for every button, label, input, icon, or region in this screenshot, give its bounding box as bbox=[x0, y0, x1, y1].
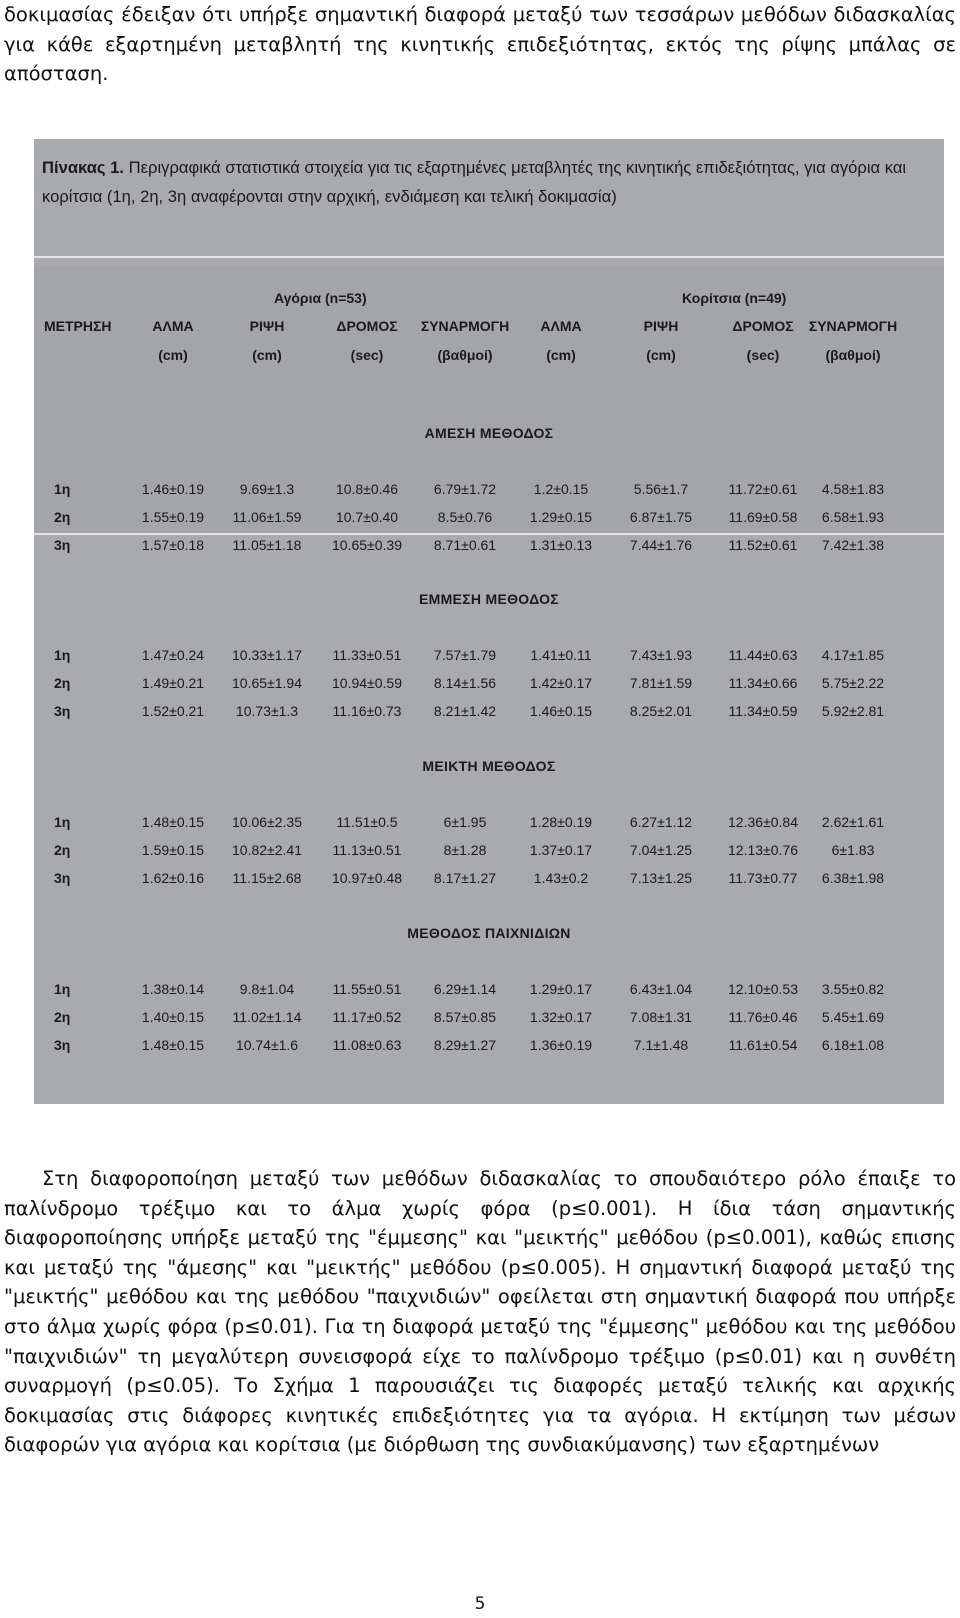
column-unit: (βαθμοί) bbox=[825, 347, 881, 363]
table-cell: 7.08±1.31 bbox=[629, 1009, 693, 1025]
table-cell: 10.74±1.6 bbox=[235, 1037, 299, 1053]
page-number: 5 bbox=[474, 1594, 486, 1614]
table-cell: 1.55±0.19 bbox=[141, 509, 205, 525]
table-cell: 1.46±0.19 bbox=[141, 481, 205, 497]
table-cell: 11.17±0.52 bbox=[332, 1009, 402, 1025]
table-cell: 1.29±0.15 bbox=[529, 509, 593, 525]
table-cell: 12.13±0.76 bbox=[728, 842, 798, 858]
table-cell: 2.62±1.61 bbox=[821, 814, 885, 830]
table-cell: 11.13±0.51 bbox=[332, 842, 402, 858]
table-cell: 1.62±0.16 bbox=[141, 870, 205, 886]
table-cell: 11.76±0.46 bbox=[728, 1009, 798, 1025]
table-cell: 6.79±1.72 bbox=[433, 481, 497, 497]
row-label: 1η bbox=[54, 647, 71, 663]
row-label: 3η bbox=[54, 537, 71, 553]
table-cell: 11.61±0.54 bbox=[728, 1037, 798, 1053]
table-cell: 7.42±1.38 bbox=[821, 537, 885, 553]
table-cell: 11.55±0.51 bbox=[332, 981, 402, 997]
column-header: ΡΙΨΗ bbox=[249, 318, 285, 334]
table-cell: 8.17±1.27 bbox=[433, 870, 497, 886]
row-label: 2η bbox=[54, 842, 71, 858]
table-cell: 4.58±1.83 bbox=[821, 481, 885, 497]
row-label: 2η bbox=[54, 509, 71, 525]
table-cell: 6.43±1.04 bbox=[629, 981, 693, 997]
table-cell: 10.94±0.59 bbox=[332, 675, 402, 691]
table-cell: 1.36±0.19 bbox=[529, 1037, 593, 1053]
table-cell: 11.69±0.58 bbox=[728, 509, 798, 525]
table-caption-label: Πίνακας 1. bbox=[42, 158, 125, 177]
table-cell: 1.28±0.19 bbox=[529, 814, 593, 830]
table-cell: 1.49±0.21 bbox=[141, 675, 205, 691]
table-caption-text: Περιγραφικά στατιστικά στοιχεία για τις εξαρτημένες μεταβλητές της κινητικής επιδεξιότητας, για αγόρια και κορίτσια (1η, 2η, 3η αναφέρονται στην αρχική, ενδιάμεση και τελική δοκιμασία) bbox=[42, 158, 907, 206]
row-label: 1η bbox=[54, 814, 71, 830]
column-header: ΑΛΜΑ bbox=[540, 318, 582, 334]
table-cell: 11.33±0.51 bbox=[332, 647, 402, 663]
table-cell: 8.71±0.61 bbox=[433, 537, 497, 553]
table-cell: 1.41±0.11 bbox=[530, 647, 592, 663]
table-cell: 5.92±2.81 bbox=[821, 703, 885, 719]
group-boys-label: Αγόρια (n=53) bbox=[274, 290, 367, 306]
column-unit: (βαθμοί) bbox=[437, 347, 493, 363]
row-label: 3η bbox=[54, 870, 71, 886]
table-cell: 10.73±1.3 bbox=[235, 703, 299, 719]
column-header: ΔΡΟΜΟΣ bbox=[336, 318, 398, 334]
row-label: 1η bbox=[54, 981, 71, 997]
section-title: ΜΕΘΟΔΟΣ ΠΑΙΧΝΙΔΙΩΝ bbox=[407, 925, 571, 941]
table-cell: 1.38±0.14 bbox=[141, 981, 205, 997]
caption-divider bbox=[34, 256, 944, 258]
table-cell: 9.8±1.04 bbox=[239, 981, 295, 997]
table-cell: 10.97±0.48 bbox=[332, 870, 402, 886]
table-cell: 11.51±0.5 bbox=[336, 814, 398, 830]
column-unit: (sec) bbox=[746, 347, 780, 363]
table-cell: 1.59±0.15 bbox=[141, 842, 205, 858]
table-cell: 1.57±0.18 bbox=[141, 537, 205, 553]
column-header: ΣΥΝΑΡΜΟΓΗ bbox=[808, 318, 898, 334]
table-cell: 8.14±1.56 bbox=[433, 675, 497, 691]
table-cell: 7.81±1.59 bbox=[629, 675, 693, 691]
col-measure-header: ΜΕΤΡΗΣΗ bbox=[44, 318, 112, 334]
table-cell: 7.44±1.76 bbox=[629, 537, 693, 553]
table-cell: 11.72±0.61 bbox=[728, 481, 798, 497]
table-cell: 1.37±0.17 bbox=[529, 842, 593, 858]
column-header: ΔΡΟΜΟΣ bbox=[732, 318, 794, 334]
table-cell: 6±1.83 bbox=[831, 842, 875, 858]
row-label: 2η bbox=[54, 1009, 71, 1025]
table-cell: 11.16±0.73 bbox=[332, 703, 402, 719]
table-cell: 1.43±0.2 bbox=[533, 870, 589, 886]
table-cell: 1.47±0.24 bbox=[141, 647, 205, 663]
table-cell: 1.48±0.15 bbox=[141, 814, 205, 830]
column-unit: (cm) bbox=[546, 347, 576, 363]
table-cell: 12.10±0.53 bbox=[728, 981, 798, 997]
table-cell: 7.13±1.25 bbox=[629, 870, 693, 886]
column-unit: (sec) bbox=[350, 347, 384, 363]
table-cell: 4.17±1.85 bbox=[821, 647, 885, 663]
table-cell: 8.5±0.76 bbox=[437, 509, 493, 525]
table-cell: 11.73±0.77 bbox=[728, 870, 798, 886]
table-cell: 11.34±0.66 bbox=[728, 675, 798, 691]
column-unit: (cm) bbox=[646, 347, 676, 363]
table-cell: 1.46±0.15 bbox=[529, 703, 593, 719]
table-cell: 1.29±0.17 bbox=[529, 981, 593, 997]
table-cell: 3.55±0.82 bbox=[821, 981, 885, 997]
table-cell: 6.18±1.08 bbox=[821, 1037, 885, 1053]
table-cell: 6.27±1.12 bbox=[629, 814, 693, 830]
table-cell: 6.38±1.98 bbox=[821, 870, 885, 886]
table-cell: 8.25±2.01 bbox=[629, 703, 693, 719]
row-label: 1η bbox=[54, 481, 71, 497]
table-cell: 10.06±2.35 bbox=[232, 814, 302, 830]
table-cell: 10.8±0.46 bbox=[335, 481, 399, 497]
intro-paragraph: δοκιμασίας έδειξαν ότι υπήρξε σημαντική διαφορά μεταξύ των τεσσάρων μεθόδων διδασκαλίας για κάθε εξαρτημένη μεταβλητή της κινητικής επιδεξιότητας, εκτός της ρίψης μπάλας σε απόσταση. bbox=[4, 3, 956, 86]
table-cell: 11.02±1.14 bbox=[232, 1009, 302, 1025]
body-paragraph bbox=[4, 1164, 956, 1460]
table-cell: 1.52±0.21 bbox=[141, 703, 205, 719]
section-title: ΜΕΙΚΤΗ ΜΕΘΟΔΟΣ bbox=[422, 758, 556, 774]
row-label: 3η bbox=[54, 703, 71, 719]
table-cell: 10.33±1.17 bbox=[232, 647, 302, 663]
table-cell: 7.57±1.79 bbox=[433, 647, 497, 663]
table-cell: 6.87±1.75 bbox=[629, 509, 693, 525]
table-cell: 8±1.28 bbox=[443, 842, 487, 858]
column-unit: (cm) bbox=[252, 347, 282, 363]
body-text: Στη διαφοροποίηση μεταξύ των μεθόδων διδασκαλίας το σπουδαιότερο ρόλο έπαιξε το παλίνδρομο τρέξιμο και το άλμα χωρίς φόρα (p≤0.001). Η ίδια τάση σημαντικής διαφοροποίησης υπήρξε μεταξύ της "έμμεσης" και "μεικτής" μεθόδου (p≤0.001), καθώς επισης και μεταξύ της "άμεσης" και "μεικτής" μεθόδου (p≤0.005). Η σημαντική διαφορά μεταξύ της "μεικτής" μεθόδου και της μεθόδου "παιχνιδιών" οφείλεται στη σημαντική διαφορά που υπήρξε στο άλμα χωρίς φόρα (p≤0.01). Για τη διαφορά μεταξύ της "έμμεσης" μεθόδου και της μεθόδου "παιχνιδιών" τη μεγαλύτερη συνεισφορά είχε το παλίνδρομο τρέξιμο (p≤0.01) και η συνθέτη συναρμογή (p≤0.05). Το Σχήμα 1 παρουσιάζει τις διαφορές μεταξύ τελικής και αρχικής δοκιμασίας στις διάφορες κινητικές επιδεξιότητες για τα αγόρια. Η εκτίμηση των μέσων διαφορών για αγόρια και κορίτσια (με διόρθωση της συνδιακύμανσης) των εξαρτημένων bbox=[4, 1167, 956, 1457]
table-cell: 8.57±0.85 bbox=[433, 1009, 497, 1025]
table-cell: 5.45±1.69 bbox=[821, 1009, 885, 1025]
table-caption bbox=[42, 153, 937, 211]
table-cell: 10.65±0.39 bbox=[332, 537, 402, 553]
table-cell: 12.36±0.84 bbox=[728, 814, 798, 830]
table-cell: 11.44±0.63 bbox=[728, 647, 798, 663]
table-cell: 7.1±1.48 bbox=[633, 1037, 689, 1053]
section-title: ΕΜΜΕΣΗ ΜΕΘΟΔΟΣ bbox=[419, 591, 559, 607]
table-cell: 1.32±0.17 bbox=[529, 1009, 593, 1025]
table-cell: 11.15±2.68 bbox=[232, 870, 302, 886]
table-cell: 5.56±1.7 bbox=[633, 481, 689, 497]
table-cell: 11.05±1.18 bbox=[232, 537, 302, 553]
header-divider bbox=[34, 533, 944, 535]
table-cell: 1.40±0.15 bbox=[141, 1009, 205, 1025]
section-title: ΑΜΕΣΗ ΜΕΘΟΔΟΣ bbox=[424, 425, 554, 441]
table-cell: 10.82±2.41 bbox=[232, 842, 302, 858]
table-cell: 6.29±1.14 bbox=[433, 981, 497, 997]
column-header: ΡΙΨΗ bbox=[643, 318, 679, 334]
table-cell: 8.21±1.42 bbox=[433, 703, 497, 719]
table-cell: 7.04±1.25 bbox=[629, 842, 693, 858]
table-cell: 1.2±0.15 bbox=[533, 481, 589, 497]
table-cell: 9.69±1.3 bbox=[239, 481, 295, 497]
column-header: ΑΛΜΑ bbox=[152, 318, 194, 334]
table-cell: 6.58±1.93 bbox=[821, 509, 885, 525]
table-cell: 1.48±0.15 bbox=[141, 1037, 205, 1053]
table-cell: 10.65±1.94 bbox=[232, 675, 302, 691]
table-figure bbox=[34, 139, 944, 1104]
table-cell: 6±1.95 bbox=[443, 814, 487, 830]
row-label: 3η bbox=[54, 1037, 71, 1053]
row-label: 2η bbox=[54, 675, 71, 691]
table-cell: 11.06±1.59 bbox=[232, 509, 302, 525]
table-cell: 11.34±0.59 bbox=[728, 703, 798, 719]
table-cell: 8.29±1.27 bbox=[433, 1037, 497, 1053]
table-cell: 7.43±1.93 bbox=[629, 647, 693, 663]
column-unit: (cm) bbox=[158, 347, 188, 363]
table-cell: 1.42±0.17 bbox=[529, 675, 593, 691]
table-cell: 5.75±2.22 bbox=[821, 675, 885, 691]
column-header: ΣΥΝΑΡΜΟΓΗ bbox=[420, 318, 510, 334]
group-girls-label: Κορίτσια (n=49) bbox=[682, 290, 787, 306]
table-cell: 1.31±0.13 bbox=[529, 537, 593, 553]
table-cell: 11.08±0.63 bbox=[332, 1037, 402, 1053]
table-cell: 11.52±0.61 bbox=[728, 537, 798, 553]
table-cell: 10.7±0.40 bbox=[335, 509, 399, 525]
